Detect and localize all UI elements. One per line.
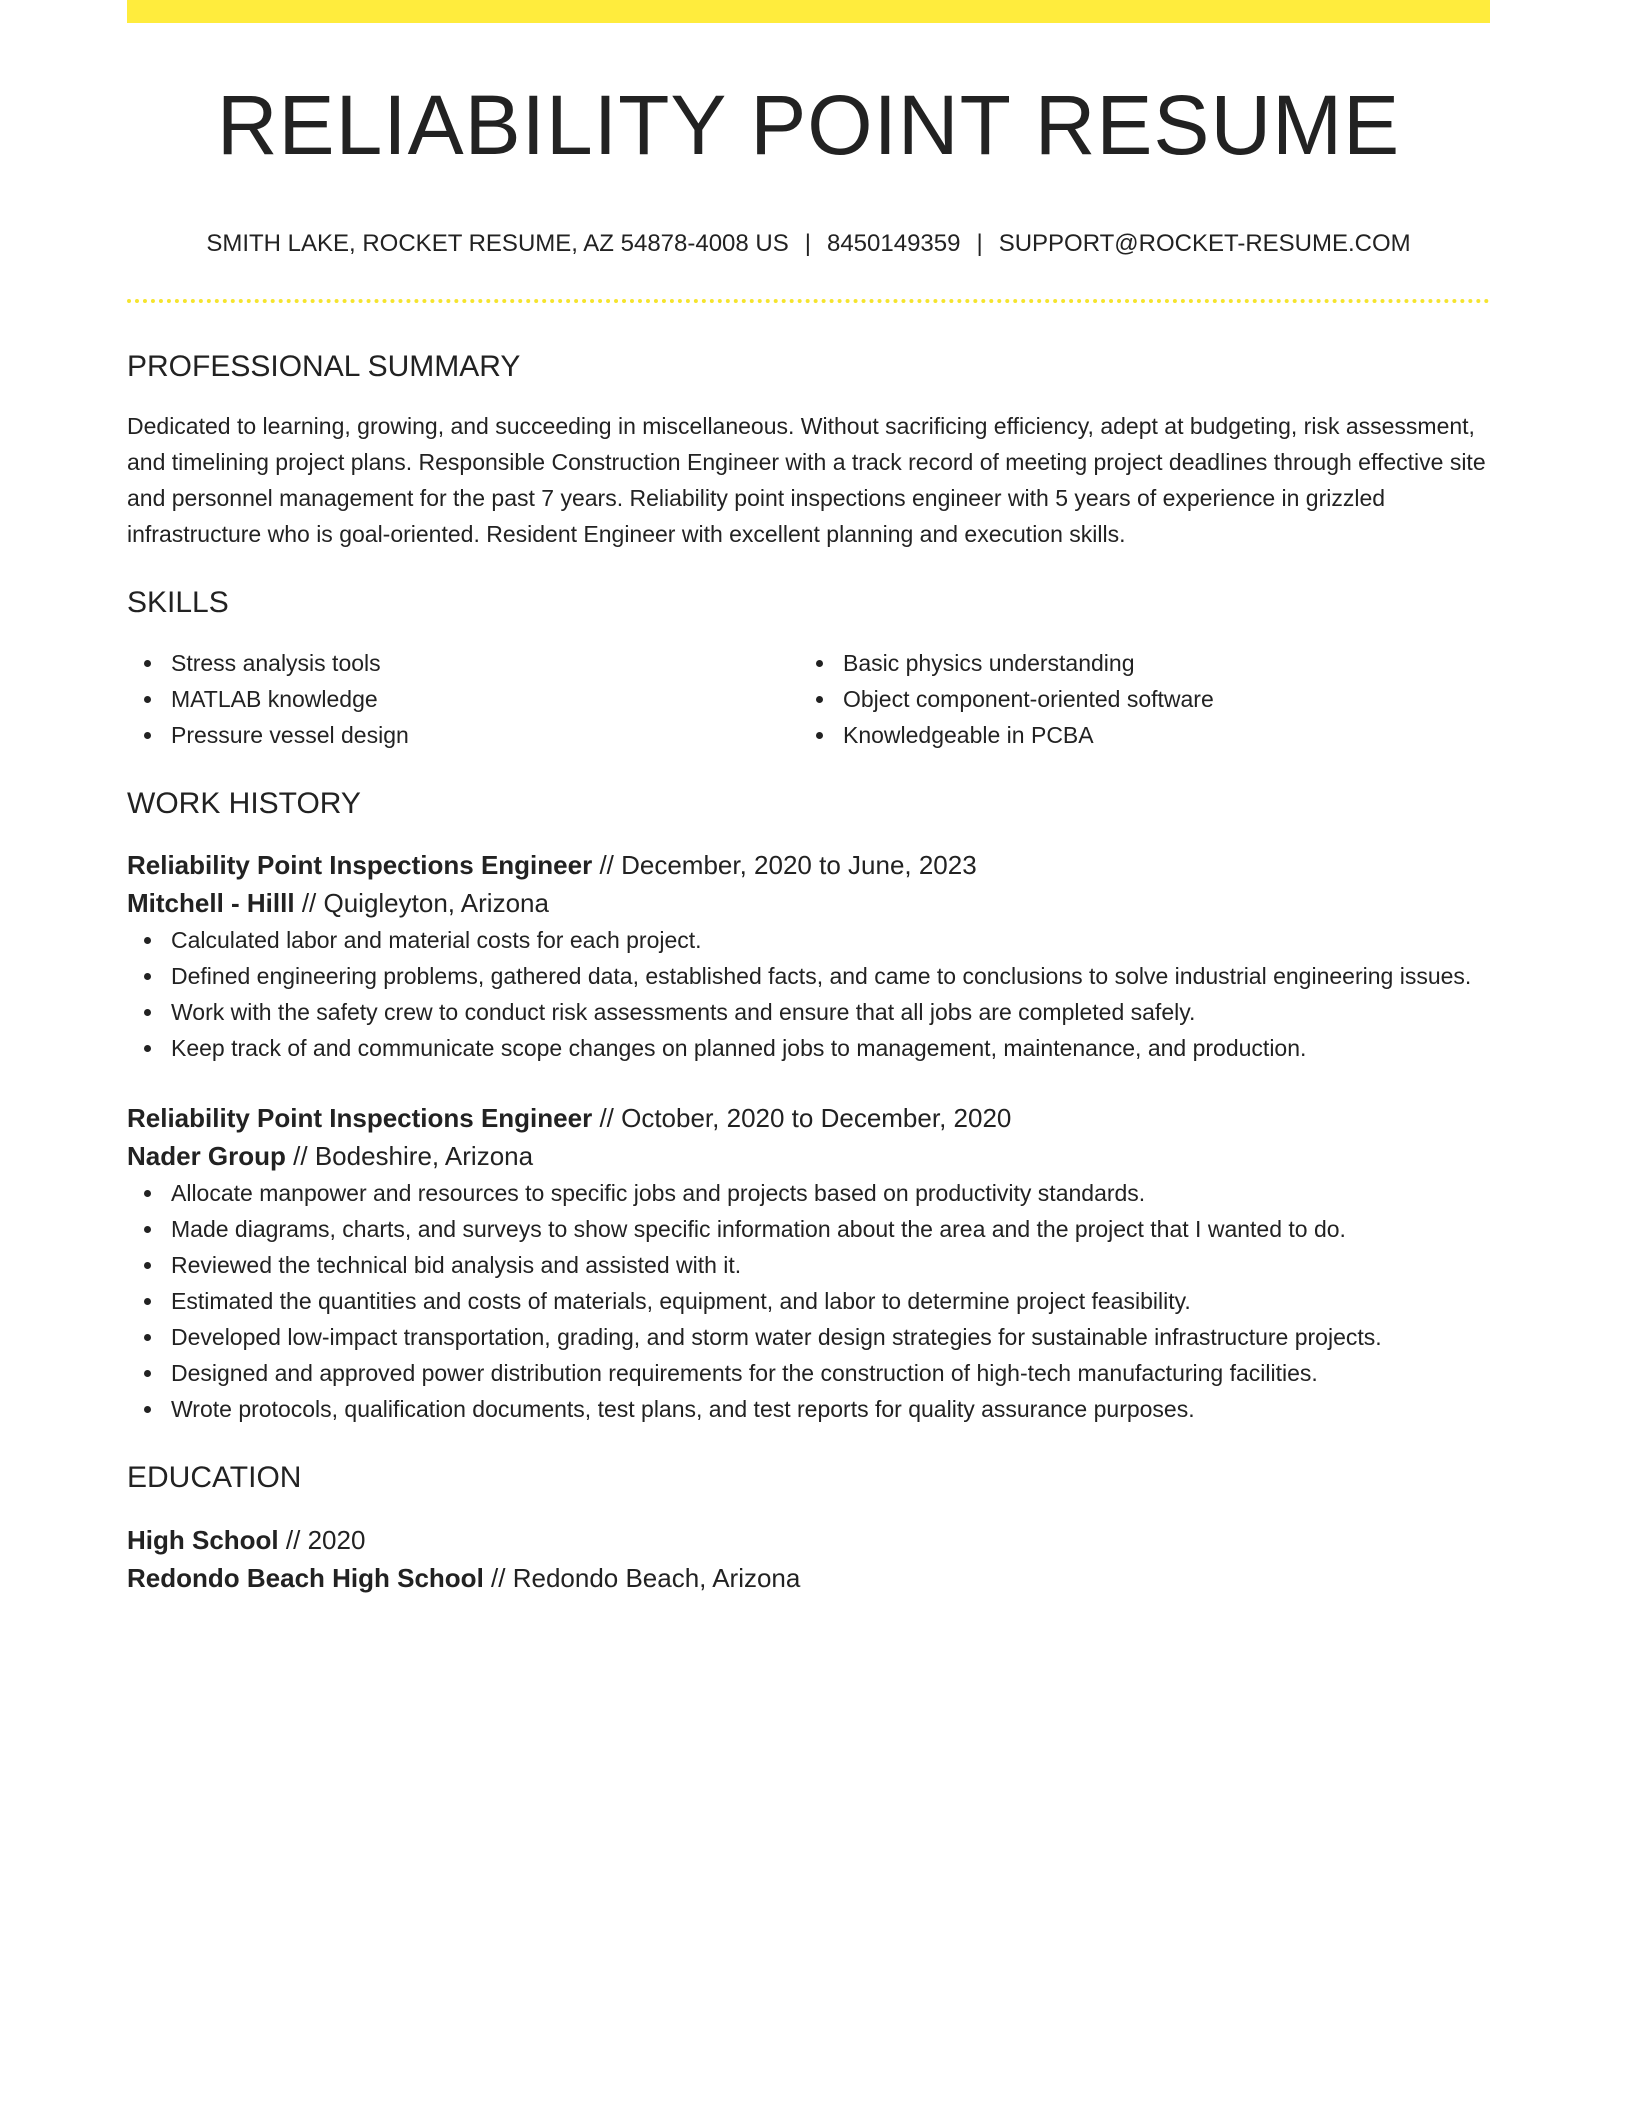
education-year: // 2020 (285, 1524, 366, 1555)
contact-phone: 8450149359 (826, 230, 961, 257)
education-degree: High School (127, 1524, 279, 1555)
education-school-line (127, 1559, 1490, 1597)
job-entry (127, 1099, 1490, 1427)
skills-column-right (799, 645, 1471, 753)
education-degree-line (127, 1521, 1490, 1559)
contact-separator: | (976, 230, 983, 257)
duty-item (127, 958, 1490, 994)
duty-text: Made diagrams, charts, and surveys to show specific information about the area and the project that I wanted to do. (171, 1215, 1346, 1242)
job-title: Reliability Point Inspections Engineer (127, 1102, 593, 1133)
duty-item (127, 1247, 1490, 1283)
summary-heading: PROFESSIONAL SUMMARY (127, 349, 521, 383)
bullet-icon (144, 937, 151, 944)
job-title-line (127, 846, 1490, 884)
duty-text: Estimated the quantities and costs of materials, equipment, and labor to determine project feasibility. (171, 1287, 1191, 1314)
duty-item (127, 1283, 1490, 1319)
duty-item (127, 1175, 1490, 1211)
skills-heading: SKILLS (127, 585, 229, 619)
job-duties (127, 1175, 1490, 1427)
skill-item (799, 645, 1471, 681)
job-title-line (127, 1099, 1490, 1137)
bullet-icon (144, 1226, 151, 1233)
duty-text: Reviewed the technical bid analysis and assisted with it. (171, 1251, 742, 1278)
resume-page (127, 0, 1490, 1597)
bullet-icon (144, 1406, 151, 1413)
duty-text: Designed and approved power distribution requirements for the construction of high-tech manufacturing facilities. (171, 1359, 1318, 1386)
duty-item (127, 1211, 1490, 1247)
job-location: // Quigleyton, Arizona (301, 887, 549, 918)
duty-text: Defined engineering problems, gathered data, established facts, and came to conclusions to solve industrial engineering issues. (171, 962, 1472, 989)
contact-separator: | (804, 230, 811, 257)
skill-label: MATLAB knowledge (171, 685, 378, 712)
skill-label: Knowledgeable in PCBA (843, 721, 1094, 748)
bullet-icon (144, 696, 151, 703)
bullet-icon (144, 732, 151, 739)
job-company: Nader Group (127, 1140, 286, 1171)
job-company-line (127, 884, 1490, 922)
bullet-icon (816, 732, 823, 739)
skill-item (127, 645, 799, 681)
skill-label: Object component-oriented software (843, 685, 1214, 712)
duty-text: Calculated labor and material costs for each project. (171, 926, 702, 953)
education-heading: EDUCATION (127, 1460, 302, 1494)
job-dates: // December, 2020 to June, 2023 (599, 849, 977, 880)
duty-text: Keep track of and communicate scope changes on planned jobs to management, maintenance, and production. (171, 1034, 1307, 1061)
skill-item (799, 681, 1471, 717)
skill-item (799, 717, 1471, 753)
education-school: Redondo Beach High School (127, 1562, 484, 1593)
duty-item (127, 1391, 1490, 1427)
bullet-icon (816, 696, 823, 703)
job-duties (127, 922, 1490, 1066)
contact-line (127, 230, 1490, 259)
bullet-icon (816, 660, 823, 667)
bullet-icon (144, 1190, 151, 1197)
skills-column-left (127, 645, 799, 753)
skill-label: Pressure vessel design (171, 721, 409, 748)
skill-item (127, 681, 799, 717)
duty-item (127, 1355, 1490, 1391)
contact-email: SUPPORT@ROCKET-RESUME.COM (998, 230, 1411, 257)
bullet-icon (144, 973, 151, 980)
resume-title: RELIABILITY POINT RESUME (216, 78, 1401, 172)
bullet-icon (144, 1334, 151, 1341)
bullet-icon (144, 660, 151, 667)
contact-address: SMITH LAKE, ROCKET RESUME, AZ 54878-4008 US (206, 230, 789, 257)
duty-text: Work with the safety crew to conduct risk assessments and ensure that all jobs are completed safely. (171, 998, 1196, 1025)
header-divider (127, 299, 1490, 303)
duty-item (127, 1319, 1490, 1355)
duty-item (127, 922, 1490, 958)
job-dates: // October, 2020 to December, 2020 (599, 1102, 1012, 1133)
bullet-icon (144, 1009, 151, 1016)
job-location: // Bodeshire, Arizona (293, 1140, 534, 1171)
job-company-line (127, 1137, 1490, 1175)
bullet-icon (144, 1298, 151, 1305)
skills-list (127, 645, 1490, 753)
skill-label: Basic physics understanding (843, 649, 1135, 676)
education-location: // Redondo Beach, Arizona (491, 1562, 801, 1593)
accent-top-bar (127, 0, 1490, 23)
bullet-icon (144, 1262, 151, 1269)
bullet-icon (144, 1370, 151, 1377)
skill-label: Stress analysis tools (171, 649, 381, 676)
job-company: Mitchell - Hilll (127, 887, 295, 918)
summary-text: Dedicated to learning, growing, and succeeding in miscellaneous. Without sacrificing efficiency, adept at budgeting, risk assessment, and timelining project plans. Responsible Construction Engineer with a track record of meeting project deadlines through effective site and personnel management for the past 7 years. Reliability point inspections engineer with 5 years of experience in grizzled infrastructure who is goal-oriented. Resident Engineer with excellent planning and execution skills. (127, 412, 1486, 547)
skill-item (127, 717, 799, 753)
job-entry (127, 846, 1490, 1066)
duty-text: Wrote protocols, qualification documents, test plans, and test reports for quality assurance purposes. (171, 1395, 1195, 1422)
bullet-icon (144, 1045, 151, 1052)
duty-text: Developed low-impact transportation, grading, and storm water design strategies for sustainable infrastructure projects. (171, 1323, 1382, 1350)
job-title: Reliability Point Inspections Engineer (127, 849, 593, 880)
work-history-heading: WORK HISTORY (127, 786, 361, 820)
duty-item (127, 1030, 1490, 1066)
duty-item (127, 994, 1490, 1030)
duty-text: Allocate manpower and resources to specific jobs and projects based on productivity standards. (171, 1179, 1146, 1206)
